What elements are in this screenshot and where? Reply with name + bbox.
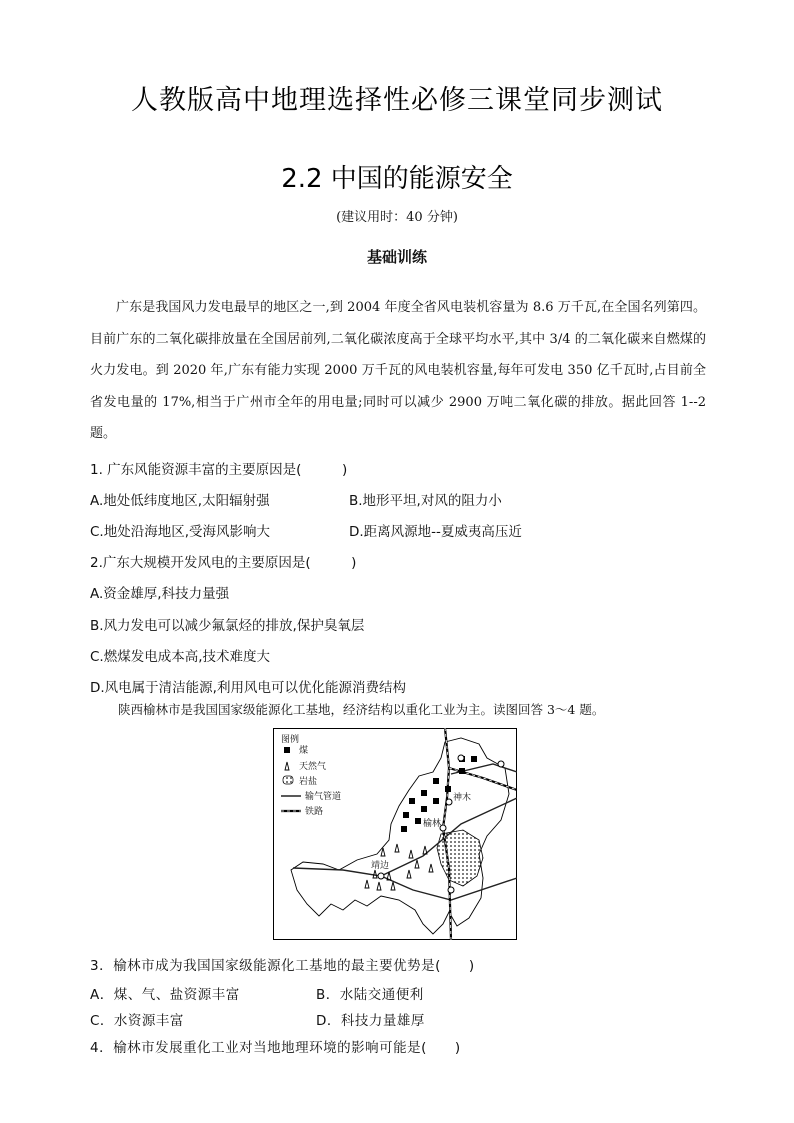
question-4-stem: 4．榆林市发展重化工业对当地地理环境的影响可能是( ) bbox=[90, 1040, 461, 1056]
question-2-option-d: D.风电属于清洁能源,利用风电可以优化能源消费结构 bbox=[90, 680, 406, 696]
question-3-option-b: B．水陆交通便利 bbox=[316, 987, 424, 1003]
question-1-option-c: C.地处沿海地区,受海风影响大 bbox=[90, 524, 271, 540]
map-frame bbox=[274, 729, 517, 940]
question-1-stem: 1. 广东风能资源丰富的主要原因是( ) bbox=[90, 462, 348, 478]
question-1-option-d: D.距离风源地--夏威夷高压近 bbox=[349, 524, 522, 540]
lesson-title: 2.2 中国的能源安全 bbox=[281, 164, 513, 194]
question-2-option-a: A.资金雄厚,科技力量强 bbox=[90, 586, 230, 602]
legend-salt: 岩盐 bbox=[299, 777, 318, 787]
question-2-stem: 2.广东大规模开发风电的主要原因是( ) bbox=[90, 555, 357, 571]
question-1-option-a: A.地处低纬度地区,太阳辐射强 bbox=[90, 493, 270, 509]
city-label-shenmu: 神木 bbox=[453, 793, 472, 803]
section-heading: 基础训练 bbox=[366, 248, 427, 266]
legend-title: 图例 bbox=[281, 735, 300, 745]
legend-pipeline: 输气管道 bbox=[305, 792, 342, 802]
question-3-stem: 3．榆林市成为我国国家级能源化工基地的最主要优势是( ) bbox=[90, 958, 475, 974]
time-note: (建议用时：40 分钟) bbox=[336, 210, 458, 225]
legend-coal: 煤 bbox=[299, 746, 309, 756]
question-3-option-d: D．科技力量雄厚 bbox=[316, 1013, 425, 1029]
reading-passage-2: 陕西榆林市是我国国家级能源化工基地，经济结构以重化工业为主。读图回答 3～4 题。 bbox=[118, 702, 605, 717]
question-2-option-b: B.风力发电可以减少氟氯烃的排放,保护臭氧层 bbox=[90, 618, 365, 634]
city-label-yulin: 榆林 bbox=[423, 819, 442, 829]
question-3-option-c: C．水资源丰富 bbox=[90, 1013, 184, 1029]
salt-icon bbox=[283, 776, 293, 784]
question-2-option-c: C.燃煤发电成本高,技术难度大 bbox=[90, 649, 271, 665]
document-title: 人教版高中地理选择性必修三课堂同步测试 bbox=[131, 85, 663, 116]
question-3-option-a: A．煤、气、盐资源丰富 bbox=[90, 987, 240, 1003]
city-label-jingbian: 靖边 bbox=[371, 861, 390, 871]
reading-passage-1: 广东是我国风力发电最早的地区之一,到 2004 年度全省风电装机容量为 8.6 万千瓦,在全国名列第四。目前广东的二氧化碳排放量在全国居前列,二氧化碳浓度高于全球平均水平,其中 3/4 的二氧化碳来自燃煤的火力发电。到 2020 年,广东有能力实现 2000 万千瓦的风电装机容量,每年可发电 350 亿千瓦时,占目前全省发电量的 17%,相当于广州市全年的用电量;同时可以减少 2900 万吨二氧化碳的排放。据此回答 1--2 题。 bbox=[90, 300, 706, 441]
legend-railway: 铁路 bbox=[305, 807, 324, 817]
yulin-resource-map bbox=[273, 728, 517, 940]
coal-icon bbox=[284, 747, 290, 753]
question-1-option-b: B.地形平坦,对风的阻力小 bbox=[349, 493, 502, 509]
legend-gas: 天然气 bbox=[299, 762, 327, 772]
